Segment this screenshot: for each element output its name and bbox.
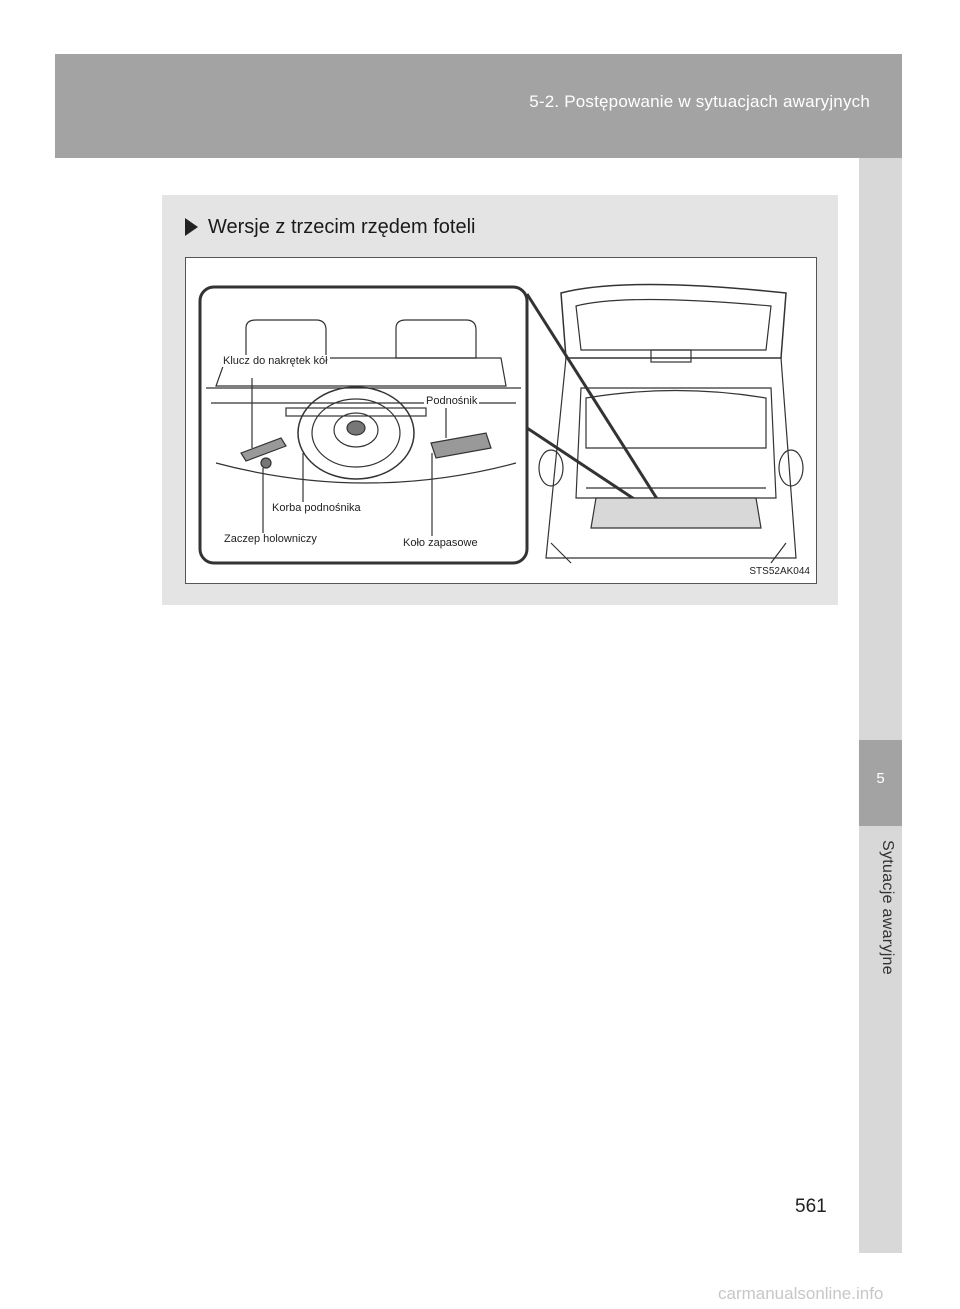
triangle-bullet-icon [185, 218, 198, 236]
label-wheel-wrench: Klucz do nakrętek kół [223, 355, 328, 367]
label-tow-hook: Zaczep holowniczy [224, 533, 317, 545]
label-jack-handle: Korba podnośnika [272, 502, 361, 514]
section-title: 5-2. Postępowanie w sytuacjach awaryjnych [529, 92, 870, 111]
trunk-illustration [185, 257, 817, 584]
chapter-title: Sytuacje awaryjne [879, 840, 896, 975]
figure-code: STS52AK044 [749, 566, 810, 577]
label-jack: Podnośnik [426, 395, 478, 407]
page-header [55, 54, 902, 158]
chapter-sidebar [859, 158, 902, 1253]
page-number: 561 [795, 1196, 827, 1217]
label-spare-tire: Koło zapasowe [403, 537, 478, 549]
content-heading [185, 213, 475, 241]
chapter-number: 5 [876, 770, 885, 787]
watermark: carmanualsonline.info [718, 1284, 884, 1303]
heading-text: Wersje z trzecim rzędem foteli [208, 215, 476, 238]
